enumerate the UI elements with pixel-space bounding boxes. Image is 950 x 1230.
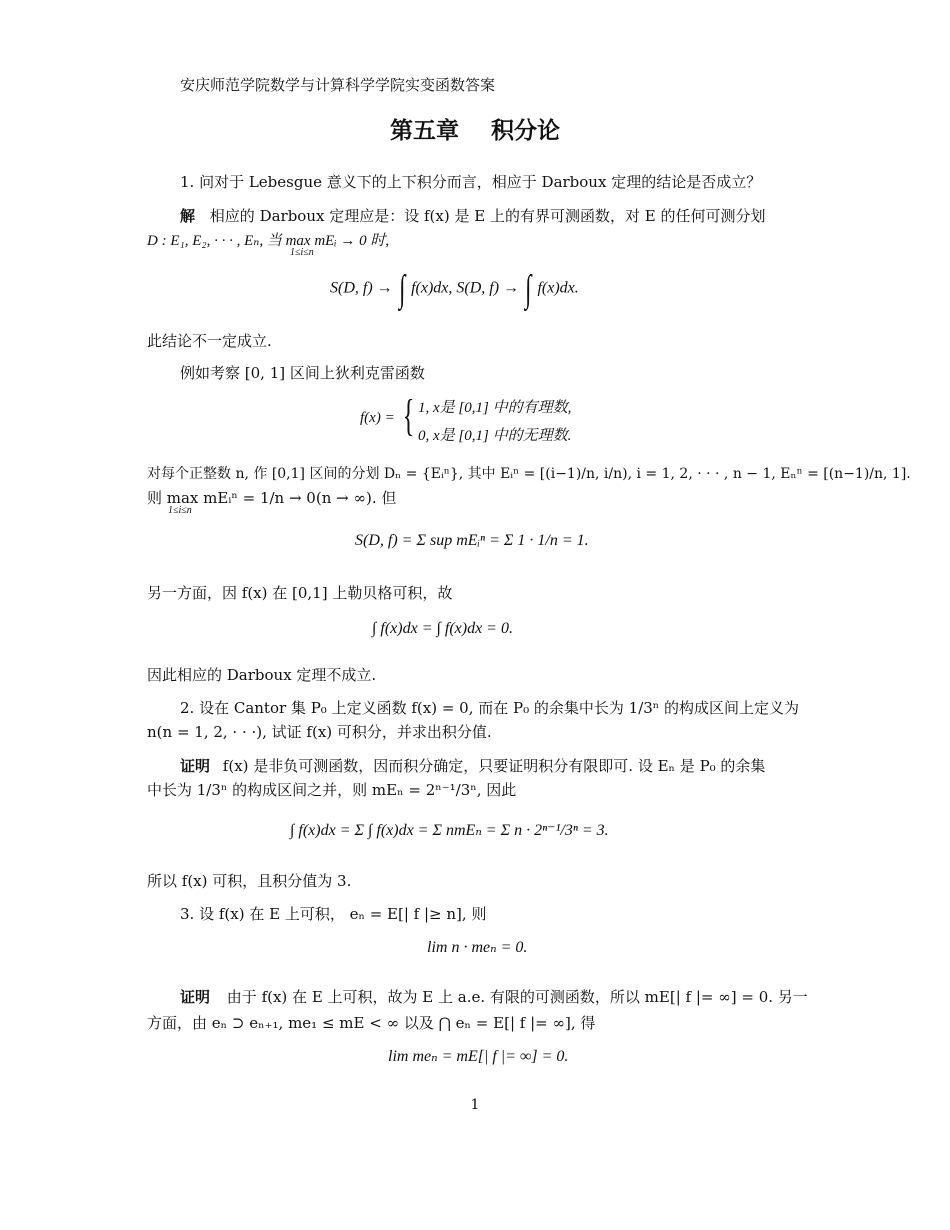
q1-partition: 对每个正整数 n, 作 [0,1] 区间的分划 Dₙ = {Eᵢⁿ}, 其中 Eᵢⁿ = [(i−1)/n, i/n), i = 1, 2, · · · , n − 1, Eₙⁿ = [(n−1)/n, 1].: [147, 466, 911, 482]
q3-proof-line2: 方面，由 eₙ ⊃ eₙ₊₁, me₁ ≤ mE < ∞ 以及 ⋂ eₙ = E[| f |= ∞], 得: [147, 1014, 596, 1032]
document-page: 安庆师范学院数学与计算科学学院实变函数答案 第五章 积分论 1. 问对于 Lebesgue 意义下的上下积分而言，相应于 Darboux 定理的结论是否成立？ 解 相应的 Darboux 定理应是：设 f(x) 是 E 上的有界可测函数，对 E 的任何可测分划 D : E₁, E₂, · · · , Eₙ, 当 max mEᵢ → 0 时, 1≤i≤n S(D, f) → ∫ f(x)dx, S(D, f) → ∫ f(x)dx. 此结论不一定成立. 例如考察 [0, 1] 区间上狄利克雷函数 f(x) = { 1, x是 [0,1] 中的有理数, 0, x是 [0,1] 中的无理数. 对每个正整数 n, 作 [0,1] 区间的分划 Dₙ = {Eᵢⁿ}, 其中 Eᵢⁿ = [(i−1)/n, i/n), i = 1, 2, · · · , n − 1, Eₙⁿ = [(n−1)/n, 1]. 则 max mEᵢⁿ = 1/n → 0(n → ∞). 但 1≤i≤n S(D, f) = Σ sup mEᵢⁿ = Σ 1 · 1/n = 1. 另一方面，因 f(x) 在 [0,1] 上勒贝格可积，故 ∫ f(x)dx = ∫ f(x)dx = 0. 因此相应的 Darboux 定理不成立. 2. 设在 Cantor 集 P₀ 上定义函数 f(x) = 0, 而在 P₀ 的余集中长为 1/3ⁿ 的构成区间上定义为 n(n = 1, 2, · · ·), 试证 f(x) 可积分，并求出积分值. 证明 f(x) 是非负可测函数，因而积分确定，只要证明积分有限即可. 设 Eₙ 是 P₀ 的余集 中长为 1/3ⁿ 的构成区间之并，则 mEₙ = 2ⁿ⁻¹/3ⁿ, 因此 ∫ f(x)dx = Σ ∫ f(x)dx = Σ nmEₙ = Σ n · 2ⁿ⁻¹/3ⁿ = 3. 所以 f(x) 可积，且积分值为 3. 3. 设 f(x) 在 E 上可积， eₙ = E[| f |≥ n], 则 lim n · meₙ = 0. 证明 由于 f(x) 在 E 上可积，故为 E 上 a.e. 有限的可测函数，所以 mE[| f |= ∞] = 0. 另一 方面，由 eₙ ⊃ eₙ₊₁, me₁ ≤ mE < ∞ 以及 ⋂ eₙ = E[| f |= ∞], 得 lim meₙ = mE[| f |= ∞] = 0. 1: [0, 0, 950, 1230]
proof-label: 证明: [180, 988, 211, 1006]
formula-series: ∫ f(x)dx = Σ ∫ f(x)dx = Σ nmEₙ = Σ n · 2ⁿ⁻¹/3ⁿ = 3.: [290, 822, 609, 839]
q1-question: 1. 问对于 Lebesgue 意义下的上下积分而言，相应于 Darboux 定理的结论是否成立？: [180, 173, 762, 191]
proof-label: 证明: [180, 757, 211, 775]
formula-sum-sup: S(D, f) = Σ sup mEᵢⁿ = Σ 1 · 1/n = 1.: [355, 532, 589, 549]
q1-conclusion: 此结论不一定成立.: [147, 332, 272, 350]
solution-label: 解: [180, 207, 196, 225]
case-rational: 1, x是 [0,1] 中的有理数,: [418, 400, 572, 416]
solution-text: 相应的 Darboux 定理应是：设 f(x) 是 E 上的有界可测函数，对 E 的任何可测分划: [209, 207, 766, 225]
max-subscript: 1≤i≤n: [290, 247, 314, 258]
q2-proof-line2: 中长为 1/3ⁿ 的构成区间之并，则 mEₙ = 2ⁿ⁻¹/3ⁿ, 因此: [147, 781, 517, 799]
q1-final: 因此相应的 Darboux 定理不成立.: [147, 666, 377, 684]
q2-result: 所以 f(x) 可积，且积分值为 3.: [147, 872, 352, 890]
q3-question: 3. 设 f(x) 在 E 上可积， eₙ = E[| f |≥ n], 则: [180, 905, 487, 923]
q2-question-line2: n(n = 1, 2, · · ·), 试证 f(x) 可积分，并求出积分值.: [147, 723, 492, 741]
q1-other-hand: 另一方面，因 f(x) 在 [0,1] 上勒贝格可积，故: [147, 584, 453, 602]
formula-darboux: S(D, f) → ∫ f(x)dx, S(D, f) → ∫ f(x)dx.: [330, 268, 579, 310]
q1-solution-line2: D : E₁, E₂, · · · , Eₙ, 当 max mEᵢ → 0 时,: [147, 233, 390, 249]
page-header: 安庆师范学院数学与计算科学学院实变函数答案: [180, 76, 496, 94]
formula-limit: lim n · meₙ = 0.: [427, 939, 528, 956]
q2-proof-line1: 证明 f(x) 是非负可测函数，因而积分确定，只要证明积分有限即可. 设 Eₙ 是 P₀ 的余集: [180, 757, 766, 775]
q2-question-line1: 2. 设在 Cantor 集 P₀ 上定义函数 f(x) = 0, 而在 P₀ 的余集中长为 1/3ⁿ 的构成区间上定义为: [180, 699, 800, 717]
q1-then: 则 max mEᵢⁿ = 1/n → 0(n → ∞). 但: [147, 489, 397, 507]
chapter-name: 积分论: [491, 118, 560, 144]
formula-integrals: ∫ f(x)dx = ∫ f(x)dx = 0.: [372, 620, 513, 637]
q1-solution-line1: [180, 205, 765, 227]
page-number: 1: [470, 1097, 480, 1113]
q3-proof-line1: 证明 由于 f(x) 在 E 上可积，故为 E 上 a.e. 有限的可测函数，所以 mE[| f |= ∞] = 0. 另一: [180, 988, 808, 1006]
case-irrational: 0, x是 [0,1] 中的无理数.: [418, 428, 572, 444]
then-subscript: 1≤i≤n: [168, 505, 192, 516]
chapter-number: 第五章: [389, 118, 459, 144]
chapter-title: [0, 112, 950, 145]
formula-limit-measure: lim meₙ = mE[| f |= ∞] = 0.: [388, 1048, 569, 1065]
q1-example: 例如考察 [0, 1] 区间上狄利克雷函数: [180, 364, 425, 382]
